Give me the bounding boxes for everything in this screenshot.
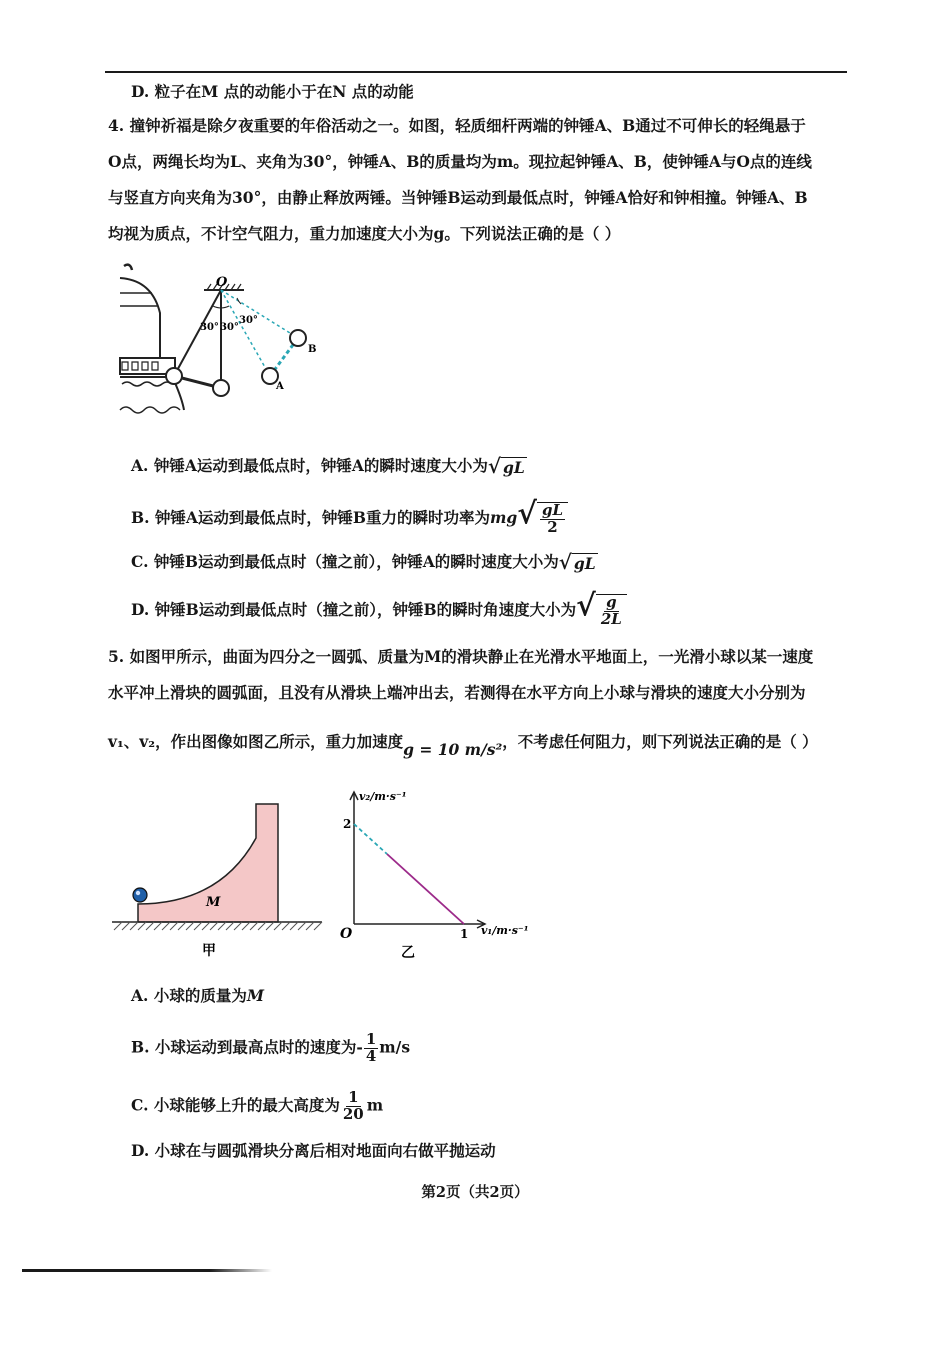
q5-option-b-den: 4: [365, 1046, 377, 1065]
caption-yi: 乙: [401, 945, 415, 961]
q5-figure-jia: [110, 798, 330, 963]
origin-label: O: [340, 926, 353, 942]
q5-option-d: D. 小球在与圆弧滑块分离后相对地面向右做平抛运动: [131, 1141, 496, 1160]
footer-rule: [22, 1269, 272, 1272]
q5-line-3-v: v₁、v₂，作出图像如图乙所示，重力加速度: [108, 732, 404, 751]
x-axis-label: v₁/m·s⁻¹: [481, 924, 529, 937]
angle-left-label: 30°: [200, 322, 219, 333]
q4-option-b: [131, 496, 568, 536]
bell-hook: [124, 265, 132, 270]
q5-option-c-unit: m: [366, 1095, 384, 1115]
q5-line-3: [108, 732, 818, 759]
q4-option-d-den: 2L: [600, 609, 622, 628]
q4-option-c: [131, 552, 598, 574]
y-axis-label: v₂/m·s⁻¹: [359, 790, 407, 803]
q5-option-b-text: B. 小球运动到最高点时的速度为-: [131, 1037, 363, 1057]
small-ball: [133, 888, 147, 902]
label-M: M: [206, 895, 221, 910]
x-tick-label: 1: [460, 927, 469, 941]
caption-jia: 甲: [202, 943, 216, 959]
sqrt: √ gL: [558, 550, 596, 574]
q4-option-b-text: B. 钟锤A运动到最低点时，钟锤B重力的瞬时功率为: [131, 507, 491, 527]
angle-top-label: 30°: [239, 315, 258, 326]
q5-option-c: [131, 1090, 383, 1123]
q5-figure-yi: [335, 780, 545, 965]
q5-line-3-end: ，不考虑任何阻力，则下列说法正确的是（ ）: [502, 732, 818, 751]
q4-option-a: [131, 456, 527, 478]
q4-option-a-text: A. 钟锤A运动到最低点时，钟锤A的瞬时速度大小为: [131, 456, 488, 475]
bell-outline: [120, 278, 160, 358]
q4-option-b-num: gL: [542, 501, 564, 519]
graph-line-solid: [387, 854, 464, 924]
q4-bell-figure: [112, 258, 342, 423]
q5-option-b-num: 1: [365, 1030, 377, 1048]
header-rule: [105, 71, 847, 73]
q5-line-1: 5. 如图甲所示，曲面为四分之一圆弧、质量为M的滑块静止在光滑水平地面上，一光滑小球以某一速度: [108, 647, 814, 666]
graph-line-dashed: [354, 824, 387, 854]
q5-option-c-num: 1: [348, 1088, 359, 1106]
q4-line-3: 与竖直方向夹角为30°，由静止释放两锤。当钟锤B运动到最低点时，钟锤A恰好和钟相撞。钟锤A、B: [108, 188, 808, 207]
q4-option-b-den: 2: [547, 517, 558, 536]
sqrt: √ gL: [487, 454, 525, 478]
angle-right-label: 30°: [220, 322, 239, 333]
q4-line-2: O点，两绳长均为L、夹角为30°，钟锤A、B的质量均为m。现拉起钟锤A、B，使钟锤A与O点的连线: [108, 152, 812, 171]
q4-option-a-expr: gL: [503, 458, 525, 477]
sqrt: √ $\frac{g}{2L}$: [576, 594, 627, 628]
q4-option-c-expr: gL: [573, 554, 596, 573]
q5-option-a-expr: M: [246, 986, 264, 1005]
q4-option-c-text: C. 钟锤B运动到最低点时（撞之前），钟锤A的瞬时速度大小为: [131, 552, 559, 571]
q5-option-c-den: 20: [342, 1104, 364, 1123]
q4-option-d: [131, 588, 627, 628]
label-O: O: [216, 275, 228, 290]
label-B: B: [308, 344, 317, 355]
label-A: A: [276, 381, 284, 392]
sqrt: √ $\frac{gL}{2}$: [517, 502, 568, 536]
q4-line-4: 均视为质点，不计空气阻力，重力加速度大小为g。下列说法正确的是（ ）: [108, 224, 621, 243]
q4-option-d-num: g: [606, 593, 617, 611]
q4-line-1: 4. 撞钟祈福是除夕夜重要的年俗活动之一。如图，轻质细杆两端的钟锤A、B通过不可伸长的轻绳悬于: [108, 116, 806, 135]
q5-line-3-g: g = 10 m/s²: [403, 740, 503, 759]
q5-option-b-unit: m/s: [379, 1037, 411, 1057]
y-tick-label: 2: [343, 817, 352, 831]
q5-option-a-text: A. 小球的质量为: [131, 986, 247, 1005]
q4-option-d-text: D. 钟锤B运动到最低点时（撞之前），钟锤B的瞬时角速度大小为: [131, 599, 577, 619]
q5-option-c-text: C. 小球能够上升的最大高度为: [131, 1095, 340, 1115]
page-footer: 第2页（共2页）: [421, 1184, 529, 1201]
q5-option-b: [131, 1032, 410, 1065]
q5-line-2: 水平冲上滑块的圆弧面，且没有从滑块上端冲出去，若测得在水平方向上小球与滑块的速度大小分别为: [108, 683, 806, 702]
q5-option-a: [131, 986, 264, 1006]
prev-option-d: D. 粒子在M 点的动能小于在N 点的动能: [131, 82, 414, 101]
q4-option-b-pre: mg: [490, 507, 518, 527]
